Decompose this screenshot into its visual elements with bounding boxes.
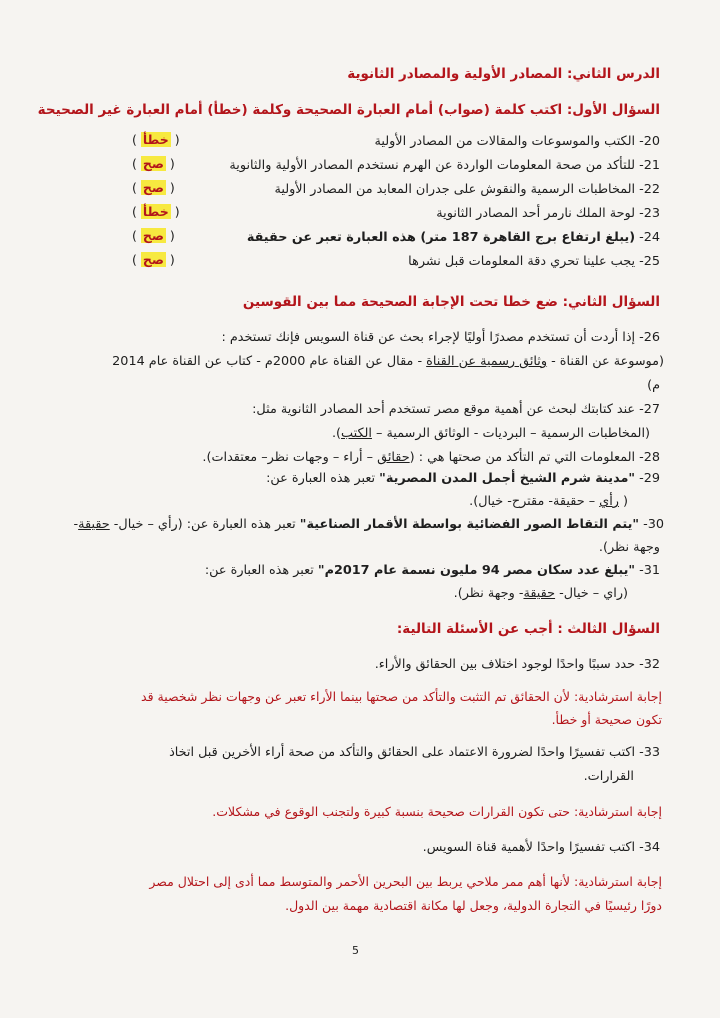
tf-item-number: 23-: [639, 206, 660, 221]
tf-answer-highlight: صح: [142, 180, 164, 195]
q32-answer-line1: إجابة استرشادية: لأن الحقائق تم التثبت والتأكد من صحتها بينما الأراء تعبر عن وجهات نظر شخصية قد: [141, 689, 662, 704]
tf-item-number: 25-: [639, 254, 660, 269]
q26-options-tail: م): [647, 378, 660, 393]
q31-correct-answer: حقيقة: [523, 586, 556, 601]
q31-options: (راي – خيال- حقيقة- وجهة نظر).: [453, 586, 628, 601]
tf-item-text: للتأكد من صحة المعلومات الواردة عن الهرم نستخدم المصادر الأولية والثانوية: [229, 158, 636, 173]
q27-stem: 27-عند كتابتك لبحث عن أهمية موقع مصر تستخدم أحد المصادر الثانوية مثل:: [252, 402, 660, 417]
section2-title: السؤال الثاني: ضع خطا تحت الإجابة الصحيحة مما بين القوسين: [242, 294, 660, 310]
q27-options: (المخاطبات الرسمية – البرديات - الوثائق الرسمية – الكتب).: [331, 426, 650, 441]
tf-answer: ( صح ): [132, 252, 175, 267]
q26-options: (موسوعة عن القناة - وثائق رسمية عن القناة - مقال عن القناة عام 2000م - كتاب عن القناة عام 2014: [112, 354, 664, 369]
tf-item-number: 24-: [639, 230, 660, 245]
q29-correct-answer: رأي: [599, 494, 619, 509]
tf-item-text: (يبلغ ارتفاع برج القاهرة 187 متر) هذه العبارة تعبر عن حقيقة: [246, 230, 636, 245]
tf-item-text: لوحة الملك نارمر أحد المصادر الثانوية: [436, 206, 636, 221]
tf-answer: ( صح ): [132, 156, 175, 171]
q34-answer-line2: دورًا رئيسيًا في التجارة الدولية، وجعل لها مكانة اقتصادية مهمة بين الدول.: [285, 898, 662, 913]
tf-answer-highlight: صح: [142, 252, 164, 267]
tf-answer: ( خطأ ): [132, 132, 180, 147]
tf-item-text: الكتب والموسوعات والمقالات من المصادر الأولية: [374, 134, 636, 149]
q30-options-tail: وجهة نظر).: [598, 540, 660, 555]
q26-stem: 26-إذا أردت أن تستخدم مصدرًا أوليًا لإجراء بحث عن قناة السويس فإنك تستخدم :: [221, 330, 660, 345]
tf-item-number: 22-: [639, 182, 660, 197]
tf-item-text: المخاطبات الرسمية والنقوش على جدران المعابد من المصادر الأولية: [274, 182, 636, 197]
tf-answer-highlight: خطأ: [142, 204, 169, 219]
q32-answer-line2: تكون صحيحة أو خطأ.: [551, 712, 662, 727]
q31-stem: 31-"يبلغ عدد سكان مصر 94 مليون نسمة عام 2017م" تعبر هذه العبارة عن:: [204, 563, 660, 578]
q26-correct-answer: وثائق رسمية عن القناة: [426, 354, 548, 369]
tf-answer-highlight: خطأ: [142, 132, 169, 147]
q34-answer-line1: إجابة استرشادية: لأنها أهم ممر ملاحي يربط بين البحرين الأحمر والمتوسط مما أدى إلى احتلال مصر: [149, 874, 662, 889]
tf-answer-highlight: صح: [142, 156, 164, 171]
q27-correct-answer: الكتب: [341, 426, 372, 441]
q33-question-line1: 33-اكتب تفسيرًا واحدًا لضرورة الاعتماد على الحقائق والتأكد من صحة أراء الأخرين قبل اتخاذ: [169, 745, 660, 760]
section1-title: السؤال الأول: اكتب كلمة (صواب) أمام العبارة الصحيحة وكلمة (خطأ) أمام العبارة غير الصحيحة: [37, 102, 660, 118]
section3-title: السؤال الثالث : أجب عن الأسئلة التالية:: [396, 621, 660, 637]
tf-item-text: يجب علينا تحري دقة المعلومات قبل نشرها: [408, 254, 636, 269]
tf-answer: ( خطأ ): [132, 204, 180, 219]
tf-item-number: 21-: [639, 158, 660, 173]
tf-answer: ( صح ): [132, 180, 175, 195]
tf-answer-highlight: صح: [142, 228, 164, 243]
q30-stem: 30-"يتم التقاط الصور الفضائية بواسطة الأقمار الصناعية" تعبر هذه العبارة عن: (رأي – خيال- حقيقة-: [73, 517, 664, 532]
q34-question: 34-اكتب تفسيرًا واحدًا لأهمية قناة السويس.: [422, 840, 660, 855]
q32-question: 32-حدد سببًا واحدًا لوجود اختلاف بين الحقائق والأراء.: [374, 657, 660, 672]
q28-line: 28-المعلومات التي تم التأكد من صحتها هي : (حقائق – أراء – وجهات نظر– معتقدات).: [202, 450, 660, 465]
tf-item-number: 20-: [639, 134, 660, 149]
q33-question-line2: القرارات.: [583, 769, 634, 784]
q30-correct-answer: حقيقة: [78, 517, 110, 532]
q28-correct-answer: حقائق: [377, 450, 410, 465]
lesson-title: الدرس الثاني: المصادر الأولية والمصادر الثانوية: [347, 66, 660, 82]
q29-stem: 29-"مدينة شرم الشيخ أجمل المدن المصرية" تعبر هذه العبارة عن:: [266, 471, 660, 486]
q29-options: ( رأي – حقيقة- مقترح- خيال).: [469, 494, 628, 509]
tf-answer: ( صح ): [132, 228, 175, 243]
q33-answer-line1: إجابة استرشادية: حتى تكون القرارات صحيحة بنسبة كبيرة ولتجنب الوقوع في مشكلات.: [212, 804, 662, 819]
page-number: 5: [352, 944, 359, 957]
